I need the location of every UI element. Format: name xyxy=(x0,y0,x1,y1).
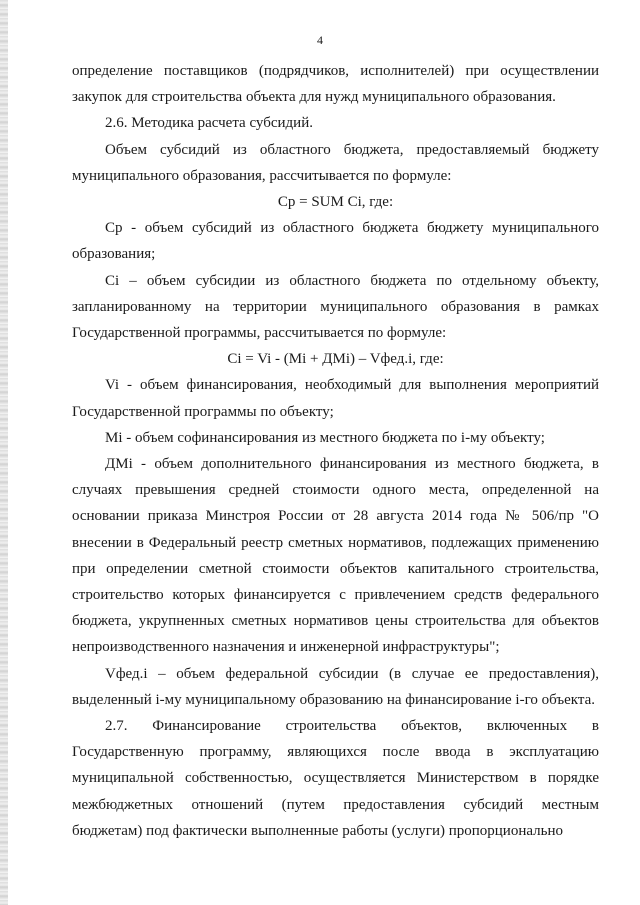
paragraph-procurement: определение поставщиков (подрядчиков, исполнителей) при осуществлении закупок для строительства объекта для нужд муниципального образования. xyxy=(72,63,599,106)
document-body xyxy=(72,58,599,844)
definition-mi: Мi - объем софинансирования из местного бюджета по i-му объекту; xyxy=(105,429,545,446)
definition-vi: Vi - объем финансирования, необходимый для выполнения мероприятий Государственной программы по объекту; xyxy=(72,377,599,420)
page-number: 4 xyxy=(317,33,323,47)
definition-cp: Ср - объем субсидий из областного бюджета бюджету муниципального образования; xyxy=(72,220,599,263)
section-heading-2-6: 2.6. Методика расчета субсидий. xyxy=(105,115,313,132)
paragraph-subsidy-volume: Объем субсидий из областного бюджета, предоставляемый бюджету муниципального образования, рассчитывается по формуле: xyxy=(72,141,599,184)
definition-vfed: Vфед.i – объем федеральной субсидии (в случае ее предоставления), выделенный i-му муниципальному образованию на финансирование i-го объекта. xyxy=(72,665,599,708)
formula-object-subsidy: Сi = Vi - (Мi + ДМi) – Vфед.i, где: xyxy=(227,351,444,368)
formula-total-subsidy: Ср = SUM Сi, где: xyxy=(277,194,394,211)
definition-ci: Сi – объем субсидии из областного бюджета по отдельному объекту, запланированному на территории муниципального образования в рамках Государственной программы, рассчитывается по формуле: xyxy=(72,272,599,342)
scan-edge xyxy=(0,0,8,905)
definition-dmi: ДМi - объем дополнительного финансирования из местного бюджета, в случаях превышения средней стоимости одного места, определенной на основании приказа Минстроя России от 28 августа 2014 года № 506/пр "О внесении в Федеральный реестр сметных нормативов, подлежащих применению при определении сметной стоимости объектов капитального строительства, строительство которых финансируется с привлечением средств федерального бюджета, укрупненных сметных нормативов цены строительства для объектов непроизводственного назначения и инженерной инфраструктуры"; xyxy=(72,456,599,656)
section-2-7: 2.7. Финансирование строительства объектов, включенных в Государственную программу, являющихся после ввода в эксплуатацию муниципальной собственностью, осуществляется Министерством в порядке межбюджетных отношений (путем предоставления субсидий местным бюджетам) под фактически выполненные работы (услуги) пропорционально xyxy=(72,718,599,839)
